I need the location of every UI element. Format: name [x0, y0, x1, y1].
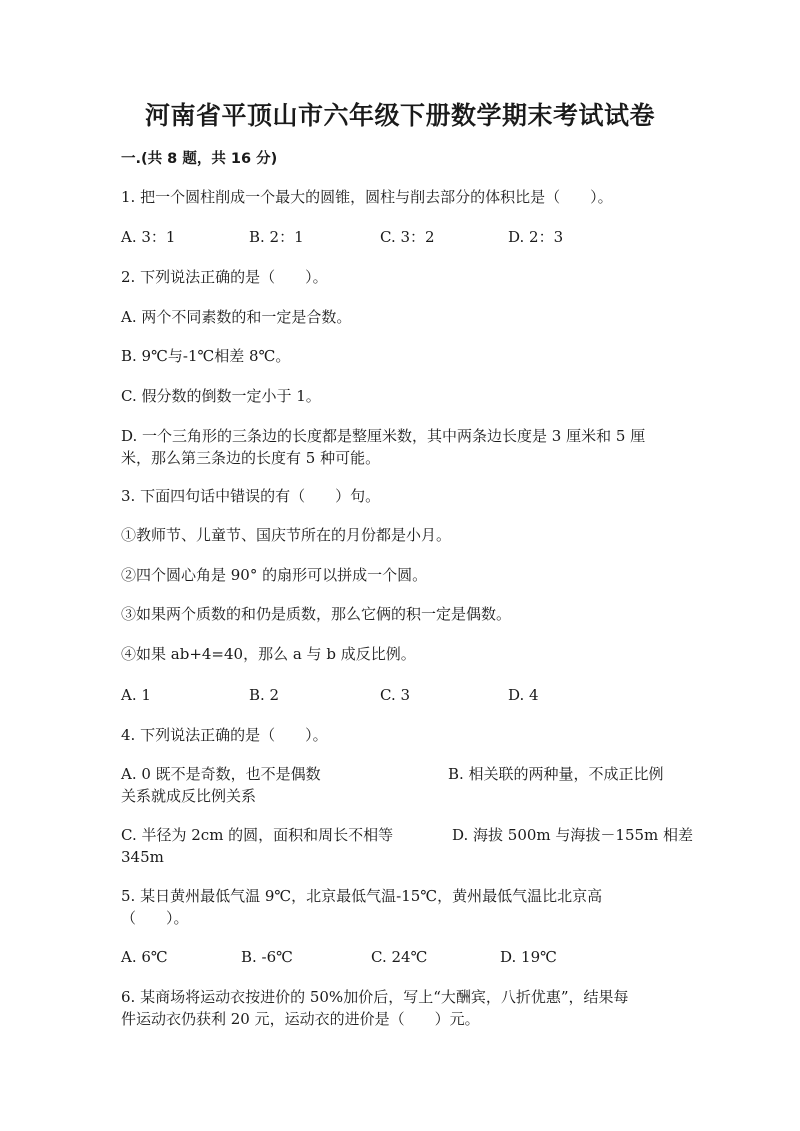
q5-option-b: B. -6℃ — [241, 948, 293, 966]
q2-option-d-line2: 米，那么第三条边的长度有 5 种可能。 — [121, 449, 381, 467]
q2-option-c: C. 假分数的倒数一定小于 1。 — [121, 387, 321, 405]
question-1-stem: 1. 把一个圆柱削成一个最大的圆锥，圆柱与削去部分的体积比是（ ）。 — [121, 188, 613, 206]
question-5-stem-line2: （ ）。 — [121, 909, 189, 927]
section-heading: 一.(共 8 题，共 16 分) — [121, 151, 278, 167]
q1-option-c: C. 3：2 — [380, 228, 435, 246]
q3-option-d: D. 4 — [508, 686, 539, 704]
q3-option-a: A. 1 — [121, 686, 151, 704]
question-3-stem: 3. 下面四句话中错误的有（ ）句。 — [121, 487, 381, 505]
q2-option-a: A. 两个不同素数的和一定是合数。 — [121, 308, 352, 326]
q3-statement-2: ②四个圆心角是 90° 的扇形可以拼成一个圆。 — [121, 566, 428, 584]
q5-option-a: A. 6℃ — [121, 948, 168, 966]
q5-option-c: C. 24℃ — [371, 948, 428, 966]
q3-option-c: C. 3 — [380, 686, 411, 704]
q1-option-b: B. 2：1 — [249, 228, 304, 246]
question-6-stem-line2: 件运动衣仍获利 20 元，运动衣的进价是（ ）元。 — [121, 1010, 480, 1028]
question-6-stem-line1: 6. 某商场将运动衣按进价的 50%加价后，写上“大酬宾，八折优惠”，结果每 — [121, 988, 629, 1006]
question-5-stem-line1: 5. 某日黄州最低气温 9℃，北京最低气温-15℃，黄州最低气温比北京高 — [121, 887, 603, 905]
q1-option-a: A. 3：1 — [121, 228, 176, 246]
q4-option-b-line2: 关系就成反比例关系 — [121, 787, 257, 805]
q2-option-d-line1: D. 一个三角形的三条边的长度都是整厘米数，其中两条边长度是 3 厘米和 5 厘 — [121, 427, 646, 445]
q2-option-b: B. 9℃与-1℃相差 8℃。 — [121, 347, 291, 365]
q3-statement-1: ①教师节、儿童节、国庆节所在的月份都是小月。 — [121, 526, 452, 544]
q4-option-d-cont: 345m — [121, 848, 164, 866]
page-title: 河南省平顶山市六年级下册数学期末考试试卷 — [144, 101, 655, 130]
q3-statement-4: ④如果 ab+4=40，那么 a 与 b 成反比例。 — [121, 645, 416, 663]
q4-option-c: C. 半径为 2cm 的圆，面积和周长不相等 — [121, 826, 394, 844]
q4-option-a: A. 0 既不是奇数，也不是偶数 — [121, 765, 321, 783]
q4-option-d: D. 海拔 500m 与海拔－155m 相差 — [452, 826, 694, 844]
q3-option-b: B. 2 — [249, 686, 280, 704]
q3-statement-3: ③如果两个质数的和仍是质数，那么它俩的积一定是偶数。 — [121, 605, 512, 623]
question-2-stem: 2. 下列说法正确的是（ ）。 — [121, 268, 328, 286]
question-4-stem: 4. 下列说法正确的是（ ）。 — [121, 726, 328, 744]
q4-option-b-line1: B. 相关联的两种量，不成正比例 — [448, 765, 664, 783]
q1-option-d: D. 2：3 — [508, 228, 564, 246]
q5-option-d: D. 19℃ — [500, 948, 557, 966]
